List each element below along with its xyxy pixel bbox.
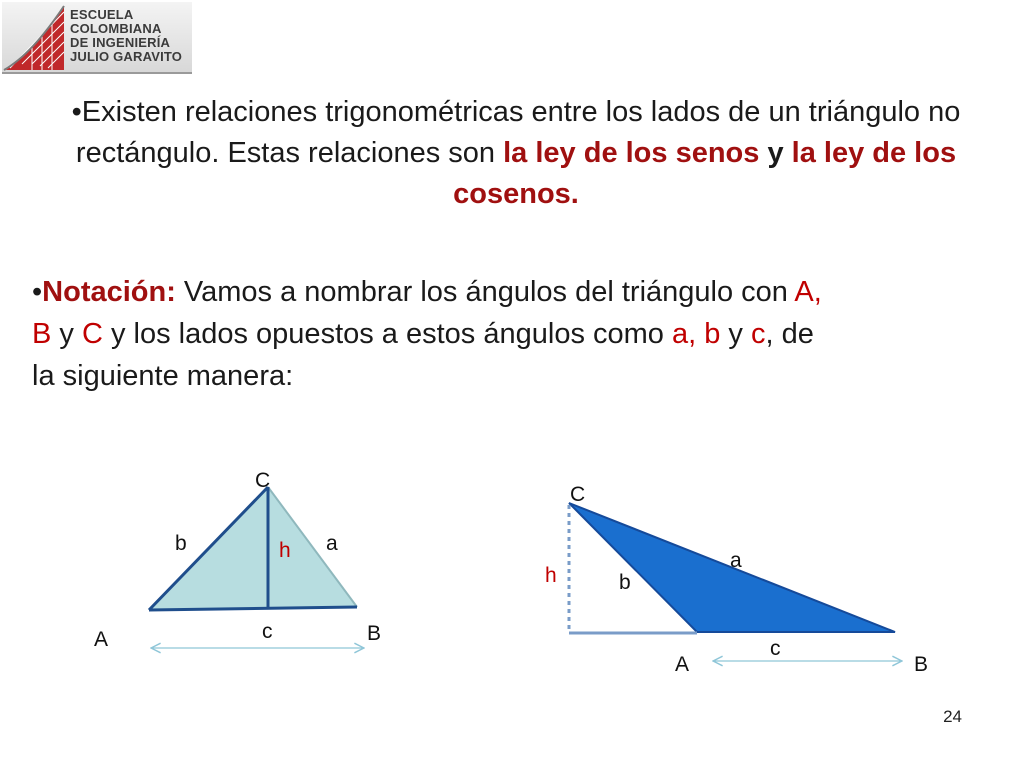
- triangle-2-vertex-c: C: [570, 483, 586, 506]
- notation-label: Notación:: [42, 276, 176, 308]
- law-of-cosines: la ley de los cosenos.: [453, 137, 957, 210]
- triangle-1-vertex-a: A: [94, 628, 109, 651]
- triangle-1-side-c: c: [262, 620, 273, 643]
- triangle-2-height-label: h: [545, 564, 557, 587]
- triangle-1-side-b: b: [175, 532, 187, 555]
- side-c: c: [750, 318, 766, 350]
- sides-ab: a, b: [671, 318, 721, 350]
- triangle-1-side-a: a: [326, 532, 338, 555]
- notation-text-2: y: [51, 318, 82, 350]
- triangle-1-vertex-b: B: [367, 622, 382, 645]
- connector-y: y: [759, 137, 792, 169]
- notation-text-4: y: [720, 318, 751, 350]
- triangle-2: [545, 483, 928, 676]
- notation-text-1: Vamos a nombrar los ángulos del triángulo con: [175, 276, 795, 308]
- page-number: 24: [943, 707, 962, 726]
- logo-line-4: JULIO GARAVITO: [70, 49, 183, 64]
- triangle-1: [94, 469, 381, 651]
- notation-text-5: , de la siguiente manera:: [32, 318, 814, 392]
- triangle-2-side-a: a: [730, 549, 742, 572]
- triangle-1-vertex-c: C: [255, 469, 271, 492]
- angle-c: C: [81, 318, 103, 350]
- law-of-sines: la ley de los senos: [503, 137, 760, 169]
- notation-text-3: y los lados opuestos a estos ángulos como: [102, 318, 672, 350]
- bullet: •: [32, 276, 43, 308]
- logo-line-1: ESCUELA: [70, 7, 134, 22]
- logo-line-3: DE INGENIERÍA: [70, 35, 171, 50]
- bullet: •: [71, 96, 82, 128]
- triangle-2-side-b: b: [619, 571, 631, 594]
- angles-ab: A, B: [32, 276, 822, 350]
- triangle-2-side-c: c: [770, 637, 781, 660]
- intro-text: Existen relaciones trigonométricas entre los lados de un triángulo no rectángulo. Estas relaciones son: [75, 96, 961, 169]
- triangle-1-height-label: h: [279, 539, 291, 562]
- logo-line-2: COLOMBIANA: [70, 21, 162, 36]
- triangle-2-vertex-b: B: [914, 653, 929, 676]
- triangle-2-vertex-a: A: [675, 653, 690, 676]
